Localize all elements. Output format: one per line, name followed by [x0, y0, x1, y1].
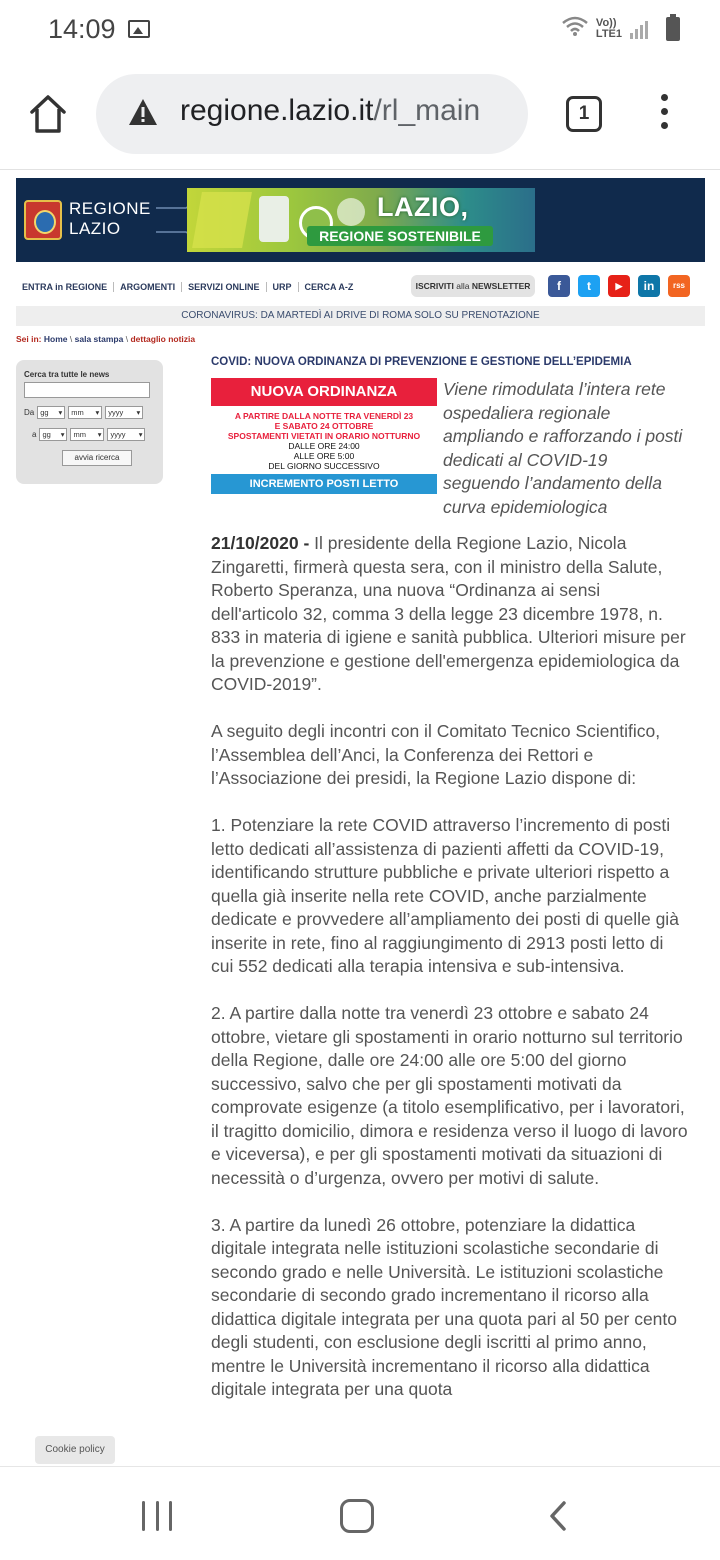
web-page — [0, 170, 720, 1466]
battery-icon — [666, 17, 680, 41]
paragraph-5: 3. A partire da lunedì 26 ottobre, potenziare la didattica digitale integrata nelle istituzioni scolastiche secondarie di secondo grado e nelle Università. Le istituzioni scolastiche secondarie di secondo grado incrementano il ricorso alla didattica digitale integrata per una quota pari al 50 per cento degli studenti, con esclusione degli iscritti al primo anno, mentre le Università incrementano il ricorso alla didattica digitale integrata per una quota — [211, 1214, 678, 1399]
nav-urp[interactable]: URP — [267, 282, 299, 292]
promo-body: A PARTIRE DALLA NOTTE TRA VENERDÌ 23 E SABATO 24 OTTOBRE SPOSTAMENTI VIETATI IN ORARIO NOTTURNO DALLE ORE 24:00 ALLE ORE 5:00 DEL GIORNO SUCCESSIVO — [211, 406, 437, 474]
region-logo-icon — [24, 200, 62, 240]
image-notification-icon — [128, 20, 150, 38]
promo-head: NUOVA ORDINANZA — [211, 378, 437, 406]
site-logo-text[interactable]: REGIONE LAZIO — [69, 199, 151, 238]
status-bar — [0, 0, 720, 62]
paragraph-2: A seguito degli incontri con il Comitato Tecnico Scientifico, l’Assemblea dell’Anci, la Conferenza dei Rettori e l’Associazione dei presidi, la Regione Lazio dispone di: — [211, 721, 661, 788]
twitter-icon[interactable]: t — [578, 275, 600, 297]
back-icon[interactable] — [544, 1501, 574, 1531]
nav-cerca-a-z[interactable]: CERCA A-Z — [304, 282, 354, 292]
news-ticker[interactable]: CORONAVIRUS: DA MARTEDÌ AI DRIVE DI ROMA SOLO SU PRENOTAZIONE — [16, 306, 705, 326]
ordinance-promo-image — [211, 378, 437, 494]
cookie-policy-button[interactable]: Cookie policy — [35, 1436, 115, 1464]
date-from-row: Da gg ▾ mm ▾ yyyy ▾ — [24, 406, 143, 419]
news-search-box — [16, 360, 163, 484]
article-lead: Viene rimodulata l’intera rete ospedaliera regionale ampliando e rafforzando i posti dedicati al COVID-19 seguendo l’andamento della curva epidemiologica — [443, 379, 683, 517]
rss-icon[interactable]: rss — [668, 275, 690, 297]
site-header-banner[interactable] — [16, 178, 705, 262]
from-month-select[interactable]: mm ▾ — [68, 406, 102, 419]
banner-title: LAZIO, — [377, 192, 469, 222]
search-title: Cerca tra tutte le news — [24, 370, 110, 379]
lte-indicator: Vo)) LTE1 — [595, 17, 622, 40]
banner-subtitle: REGIONE SOSTENIBILE — [307, 226, 493, 246]
breadcrumb-sala-stampa[interactable]: sala stampa — [74, 334, 124, 344]
nav-servizi-online[interactable]: SERVIZI ONLINE — [182, 282, 266, 292]
social-links — [548, 275, 690, 297]
status-icons — [562, 14, 680, 44]
url-text[interactable] — [180, 94, 480, 128]
nav-argomenti[interactable]: ARGOMENTI — [114, 282, 182, 292]
breadcrumb-home[interactable]: Home — [43, 334, 68, 344]
home-button[interactable] — [28, 92, 68, 136]
to-day-select[interactable]: gg ▾ — [39, 428, 67, 441]
to-month-select[interactable]: mm ▾ — [70, 428, 104, 441]
article-title: COVID: NUOVA ORDINANZA DI PREVENZIONE E GESTIONE DELL’EPIDEMIA — [211, 356, 632, 368]
breadcrumb-label: Sei in: — [16, 334, 42, 344]
newsletter-button[interactable]: ISCRIVITI alla NEWSLETTER — [411, 275, 535, 297]
paragraph-1: 21/10/2020 - Il presidente della Regione Lazio, Nicola Zingaretti, firmerà questa sera, con il ministro della Salute, Roberto Speranza, una nuova “Ordinanza ai sensi dell'articolo 32, comma 3 della legge 23 dicembre 1978, n. 833 in materia di igiene e sanità pubblica. Ulteriori misure per la prevenzione e gestione dell'emergenza epidemiologica da COVID-2019”. — [211, 533, 686, 694]
browser-toolbar — [0, 62, 720, 170]
from-day-select[interactable]: gg ▾ — [37, 406, 65, 419]
top-navigation — [16, 270, 705, 304]
breadcrumb: Sei in: Home \ sala stampa \ dettaglio notizia — [16, 334, 196, 344]
search-input[interactable] — [24, 382, 150, 398]
from-year-select[interactable]: yyyy ▾ — [105, 406, 143, 419]
system-navigation-bar — [0, 1466, 720, 1560]
more-menu-icon[interactable] — [656, 94, 672, 134]
url-domain: regione.lazio.it — [180, 94, 374, 127]
tab-switcher-button[interactable]: 1 — [566, 96, 602, 132]
date-to-row: a gg ▾ mm ▾ yyyy ▾ — [32, 428, 145, 441]
home-nav-icon[interactable] — [340, 1499, 374, 1533]
linkedin-icon[interactable]: in — [638, 275, 660, 297]
breadcrumb-current: dettaglio notizia — [130, 334, 196, 344]
to-year-select[interactable]: yyyy ▾ — [107, 428, 145, 441]
article — [211, 356, 689, 1399]
sustainability-banner[interactable] — [187, 188, 535, 252]
url-path: /rl_main — [373, 94, 481, 127]
article-date: 21/10/2020 - — [211, 533, 310, 553]
promo-foot: INCREMENTO POSTI LETTO — [211, 474, 437, 494]
address-bar[interactable] — [96, 74, 528, 154]
paragraph-3: 1. Potenziare la rete COVID attraverso l’incremento di posti letto dedicati all’assistenza di pazienti affetti da COVID-19, identificando strutture pubbliche e private ulteriori rispetto a quella già inserite nella rete COVID, anche parzialmente dedicate e provvedere all’ampliamento dei posti di quelle già inserite in rete, fino al raggiungimento di 2913 posti letto di cui 552 dedicati alla terapia intensiva e sub-intensiva. — [211, 815, 679, 976]
warning-icon[interactable] — [128, 98, 158, 126]
article-body — [211, 532, 689, 1425]
search-submit-button[interactable]: avvia ricerca — [62, 450, 132, 466]
wifi-icon — [562, 16, 588, 42]
nav-entra-in-regione[interactable]: ENTRA in REGIONE — [16, 282, 114, 292]
status-time: 14:09 — [48, 14, 116, 44]
paragraph-4: 2. A partire dalla notte tra venerdì 23 ottobre e sabato 24 ottobre, vietare gli spostamenti in orario notturno sul territorio della Regione, dalle ore 24:00 alle ore 5:00 del giorno successivo, salvo che per gli spostamenti motivati da comprovate esigenze (a titolo esemplificativo, per i lavoratori, il tragitto domicilio, dimora e residenza verso il luogo di lavoro e viceversa), e per gli spostamenti motivati da situazioni di necessità o d’urgenza, ovvero per motivi di salute. — [211, 1003, 688, 1188]
youtube-icon[interactable]: ▶ — [608, 275, 630, 297]
recents-icon[interactable] — [142, 1501, 172, 1531]
facebook-icon[interactable]: f — [548, 275, 570, 297]
signal-icon — [630, 19, 648, 39]
